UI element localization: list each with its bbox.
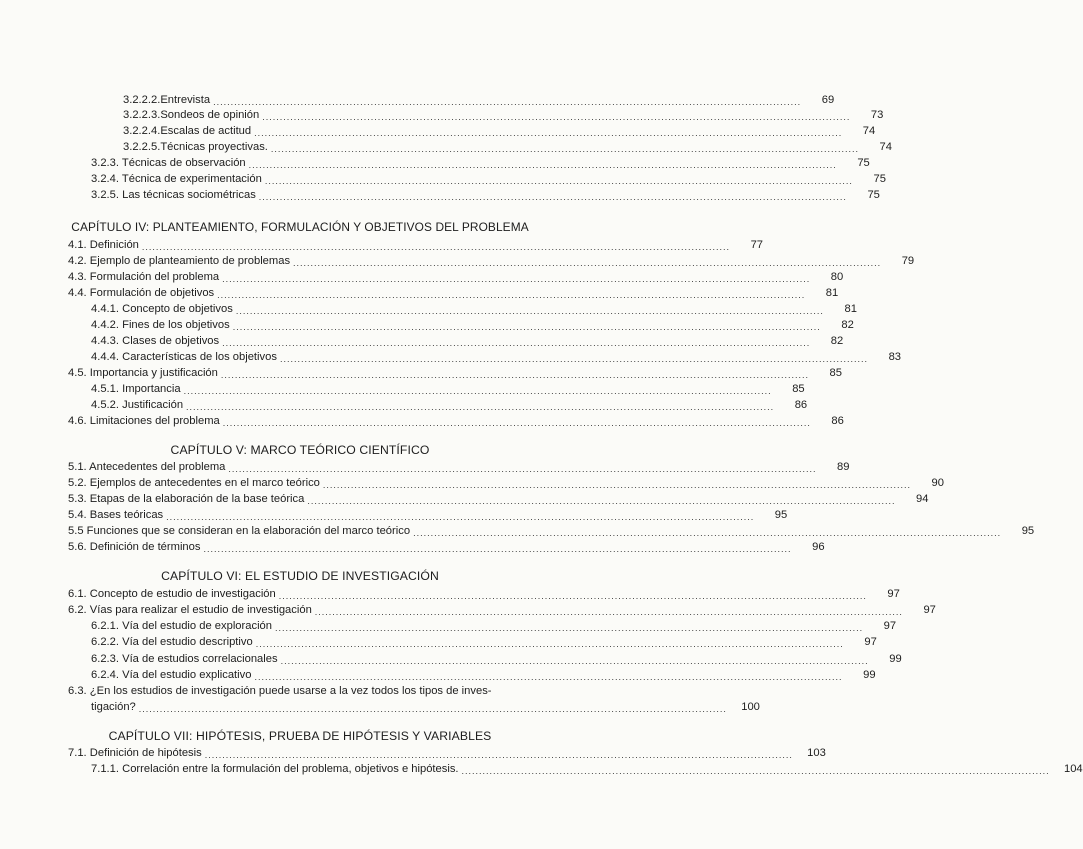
- page-number: 81: [844, 303, 857, 315]
- toc-entry: [91, 334, 844, 348]
- toc-entry: [68, 746, 826, 760]
- entry-title: Ejemplos de antecedentes en el marco teórico: [89, 477, 320, 489]
- entry-number: 4.5.1.: [91, 383, 119, 395]
- entry-title-continuation: tigación?: [91, 701, 136, 713]
- page-number: 83: [888, 351, 902, 363]
- page-number: 75: [873, 173, 886, 185]
- entry-title: Funciones que se consideran en la elaboración del marco teórico: [86, 525, 411, 537]
- toc-entry: [91, 668, 876, 682]
- toc-entry: [68, 254, 915, 268]
- entry-title: Vía del estudio de exploración: [122, 620, 272, 632]
- toc-entry: [91, 762, 1083, 776]
- dot-leader: ........................................................................................................................................................................: [183, 386, 772, 396]
- toc-entry: [91, 635, 877, 649]
- toc-entry: [123, 140, 892, 154]
- dot-leader: ........................................................................................................................................................................: [235, 306, 824, 316]
- entry-number: 7.1.: [68, 747, 87, 759]
- page-number: 75: [867, 189, 880, 201]
- entry-number: 6.1.: [68, 588, 87, 600]
- page-number: 94: [916, 493, 929, 505]
- page-number: 95: [1021, 525, 1035, 537]
- entry-title: Concepto de objetivos: [122, 303, 233, 315]
- entry-title: Antecedentes del problema: [89, 461, 226, 473]
- page-number: 82: [841, 319, 854, 331]
- entry-number: 5.1.: [68, 461, 87, 473]
- toc-entry: [68, 366, 842, 380]
- entry-number: 6.2.2.: [91, 636, 119, 648]
- entry-number: 6.2.3.: [91, 653, 119, 665]
- page-number: 95: [774, 509, 788, 521]
- dot-leader: ........................................................................................................................................................................: [222, 274, 811, 284]
- dot-leader: ........................................................................................................................................................................: [258, 192, 847, 202]
- toc-entry: [91, 350, 902, 364]
- dot-leader: ........................................................................................................................................................................: [280, 656, 869, 666]
- page-number: 81: [825, 287, 839, 299]
- dot-leader: ........................................................................................................................................................................: [204, 750, 793, 760]
- toc-entry-first-line: [68, 684, 492, 698]
- entry-number: 5.2.: [68, 477, 87, 489]
- dot-leader: ........................................................................................................................................................................: [254, 128, 843, 138]
- page-number: 86: [794, 399, 808, 411]
- chapter-heading: CAPÍTULO VI: EL ESTUDIO DE INVESTIGACIÓN: [161, 569, 439, 583]
- entry-title: Definición de términos: [89, 541, 201, 553]
- dot-leader: ........................................................................................................................................................................: [138, 704, 727, 714]
- entry-number: 4.2.: [68, 255, 87, 267]
- entry-number: 6.3.: [68, 685, 87, 697]
- dot-leader: ........................................................................................................................................................................: [413, 528, 1002, 538]
- dot-leader: ........................................................................................................................................................................: [186, 402, 775, 412]
- entry-title: Clases de objetivos: [122, 335, 220, 347]
- entry-number: 3.2.3.: [91, 157, 119, 169]
- page-number: 75: [857, 157, 870, 169]
- dot-leader: ........................................................................................................................................................................: [279, 354, 869, 364]
- page-number: 69: [821, 94, 835, 106]
- toc-entry: [68, 286, 839, 300]
- chapter-heading: CAPÍTULO VII: HIPÓTESIS, PRUEBA DE HIPÓTESIS Y VARIABLES: [108, 729, 492, 743]
- page-number: 90: [931, 477, 944, 489]
- entry-title: Justificación: [122, 399, 184, 411]
- toc-entry: [91, 188, 880, 202]
- entry-number: 6.2.: [68, 604, 87, 616]
- entry-number: 4.1.: [68, 239, 87, 251]
- dot-leader: ........................................................................................................................................................................: [166, 512, 755, 522]
- entry-number: 3.2.2.3.: [123, 109, 161, 121]
- entry-number: 3.2.2.4.: [123, 125, 161, 137]
- entry-title: Vía del estudio explicativo: [122, 669, 252, 681]
- toc-entry: [91, 156, 870, 170]
- page-number: 99: [863, 669, 876, 681]
- entry-title: Ejemplo de planteamiento de problemas: [89, 255, 291, 267]
- dot-leader: ........................................................................................................................................................................: [278, 591, 867, 601]
- dot-leader: ........................................................................................................................................................................: [254, 672, 843, 682]
- entry-number: 5.6.: [68, 541, 87, 553]
- entry-title: Definición de hipótesis: [89, 747, 202, 759]
- page-number: 73: [870, 109, 884, 121]
- entry-title: Etapas de la elaboración de la base teórica: [89, 493, 305, 505]
- toc-entry: [68, 540, 825, 554]
- entry-title: Técnica de experimentación: [121, 173, 262, 185]
- dot-leader: ........................................................................................................................................................................: [213, 97, 802, 107]
- toc-entry: [68, 460, 850, 474]
- toc-entry: [123, 108, 884, 122]
- toc-entry: [68, 238, 764, 252]
- dot-leader: ........................................................................................................................................................................: [275, 623, 864, 633]
- page-number: 96: [812, 541, 825, 553]
- entry-title: Correlación entre la formulación del problema, objetivos e hipótesis.: [122, 763, 459, 775]
- entry-title: Entrevista: [160, 94, 211, 106]
- entry-number: 4.4.4.: [91, 351, 119, 363]
- toc-entry: [91, 318, 854, 332]
- entry-title: Técnicas de observación: [121, 157, 246, 169]
- entry-title: Vías para realizar el estudio de investigación: [89, 604, 312, 616]
- entry-number: 4.5.2.: [91, 399, 119, 411]
- toc-entry: [91, 398, 808, 412]
- entry-title: Formulación de objetivos: [89, 287, 215, 299]
- page-number: 80: [830, 271, 844, 283]
- entry-title: ¿En los estudios de investigación puede usarse a la vez todos los tipos de inves-: [89, 685, 492, 697]
- toc-entry: [68, 603, 936, 617]
- dot-leader: ........................................................................................................................................................................: [262, 112, 851, 122]
- page-number: 104: [1063, 763, 1083, 775]
- entry-number: 4.5.: [68, 367, 87, 379]
- entry-number: 4.4.3.: [91, 335, 119, 347]
- dot-leader: ........................................................................................................................................................................: [220, 370, 809, 380]
- toc-entry: [68, 587, 900, 601]
- toc-entry: [68, 492, 929, 506]
- entry-title: Limitaciones del problema: [89, 415, 220, 427]
- entry-title: Concepto de estudio de investigación: [89, 588, 276, 600]
- entry-number: 3.2.2.5.: [123, 141, 161, 153]
- toc-entry: [91, 652, 902, 666]
- entry-number: 3.2.4.: [91, 173, 119, 185]
- toc-entry: [68, 270, 844, 284]
- dot-leader: ........................................................................................................................................................................: [248, 160, 837, 170]
- dot-leader: ........................................................................................................................................................................: [461, 766, 1050, 776]
- page-number: 79: [901, 255, 915, 267]
- dot-leader: ........................................................................................................................................................................: [293, 258, 882, 268]
- entry-title: Formulación del problema: [89, 271, 220, 283]
- entry-number: 4.4.: [68, 287, 87, 299]
- entry-number: 6.2.4.: [91, 669, 119, 681]
- entry-number: 3.2.5.: [91, 189, 119, 201]
- toc-entry: [123, 93, 835, 107]
- entry-title: Importancia: [122, 383, 181, 395]
- dot-leader: ........................................................................................................................................................................: [322, 480, 911, 490]
- chapter-heading: CAPÍTULO V: MARCO TEÓRICO CIENTÍFICO: [170, 443, 430, 457]
- entry-title: Escalas de actitud: [160, 125, 252, 137]
- entry-number: 4.6.: [68, 415, 87, 427]
- dot-leader: ........................................................................................................................................................................: [141, 242, 731, 252]
- dot-leader: ........................................................................................................................................................................: [222, 418, 811, 428]
- page-number: 103: [807, 747, 826, 759]
- page-number: 89: [837, 461, 850, 473]
- dot-leader: ........................................................................................................................................................................: [255, 639, 844, 649]
- entry-number: 4.3.: [68, 271, 87, 283]
- entry-title: Sondeos de opinión: [160, 109, 260, 121]
- page-number: 85: [829, 367, 842, 379]
- toc-entry: [91, 302, 857, 316]
- chapter-heading: CAPÍTULO IV: PLANTEAMIENTO, FORMULACIÓN Y OBJETIVOS DEL PROBLEMA: [71, 220, 529, 234]
- dot-leader: ........................................................................................................................................................................: [307, 496, 896, 506]
- entry-title: Vía del estudio descriptivo: [122, 636, 253, 648]
- entry-number: 7.1.1.: [91, 763, 119, 775]
- toc-entry: [68, 524, 1035, 538]
- page-number: 97: [864, 636, 877, 648]
- page-number: 82: [830, 335, 844, 347]
- toc-entry: [68, 414, 844, 428]
- page-number: 100: [741, 701, 760, 713]
- dot-leader: ........................................................................................................................................................................: [264, 176, 853, 186]
- toc-entry: [91, 619, 897, 633]
- entry-title: Fines de los objetivos: [122, 319, 230, 331]
- page-number: 86: [831, 415, 844, 427]
- toc-entry: [68, 476, 944, 490]
- page-number: 74: [879, 141, 892, 153]
- page-number: 77: [750, 239, 764, 251]
- dot-leader: ........................................................................................................................................................................: [228, 464, 817, 474]
- dot-leader: ........................................................................................................................................................................: [314, 607, 903, 617]
- page-number: 97: [883, 620, 897, 632]
- entry-title: Importancia y justificación: [89, 367, 218, 379]
- dot-leader: ........................................................................................................................................................................: [232, 322, 821, 332]
- entry-title: Definición: [89, 239, 139, 251]
- page-number: 97: [887, 588, 900, 600]
- page-number: 74: [862, 125, 876, 137]
- toc-entry: [91, 382, 805, 396]
- toc-entry: [123, 124, 876, 138]
- entry-title: Bases teóricas: [89, 509, 164, 521]
- dot-leader: ........................................................................................................................................................................: [203, 544, 792, 554]
- entry-number: 4.4.2.: [91, 319, 119, 331]
- page-number: 85: [792, 383, 805, 395]
- dot-leader: ........................................................................................................................................................................: [270, 144, 859, 154]
- entry-number: 6.2.1.: [91, 620, 119, 632]
- entry-number: 3.2.2.2.: [123, 94, 161, 106]
- toc-entry: [68, 508, 788, 522]
- entry-title: Técnicas proyectivas.: [160, 141, 268, 153]
- dot-leader: ........................................................................................................................................................................: [217, 290, 806, 300]
- entry-number: 4.4.1.: [91, 303, 119, 315]
- entry-title: Las técnicas sociométricas: [122, 189, 256, 201]
- page-number: 99: [889, 653, 902, 665]
- toc-entry: [91, 172, 886, 186]
- dot-leader: ........................................................................................................................................................................: [222, 338, 811, 348]
- entry-number: 5.3.: [68, 493, 87, 505]
- entry-title: Vía de estudios correlacionales: [122, 653, 278, 665]
- entry-number: 5.4.: [68, 509, 87, 521]
- entry-title: Características de los objetivos: [122, 351, 277, 363]
- page-number: 97: [923, 604, 936, 616]
- toc-entry: [91, 700, 760, 714]
- entry-number: 5.5: [68, 525, 84, 537]
